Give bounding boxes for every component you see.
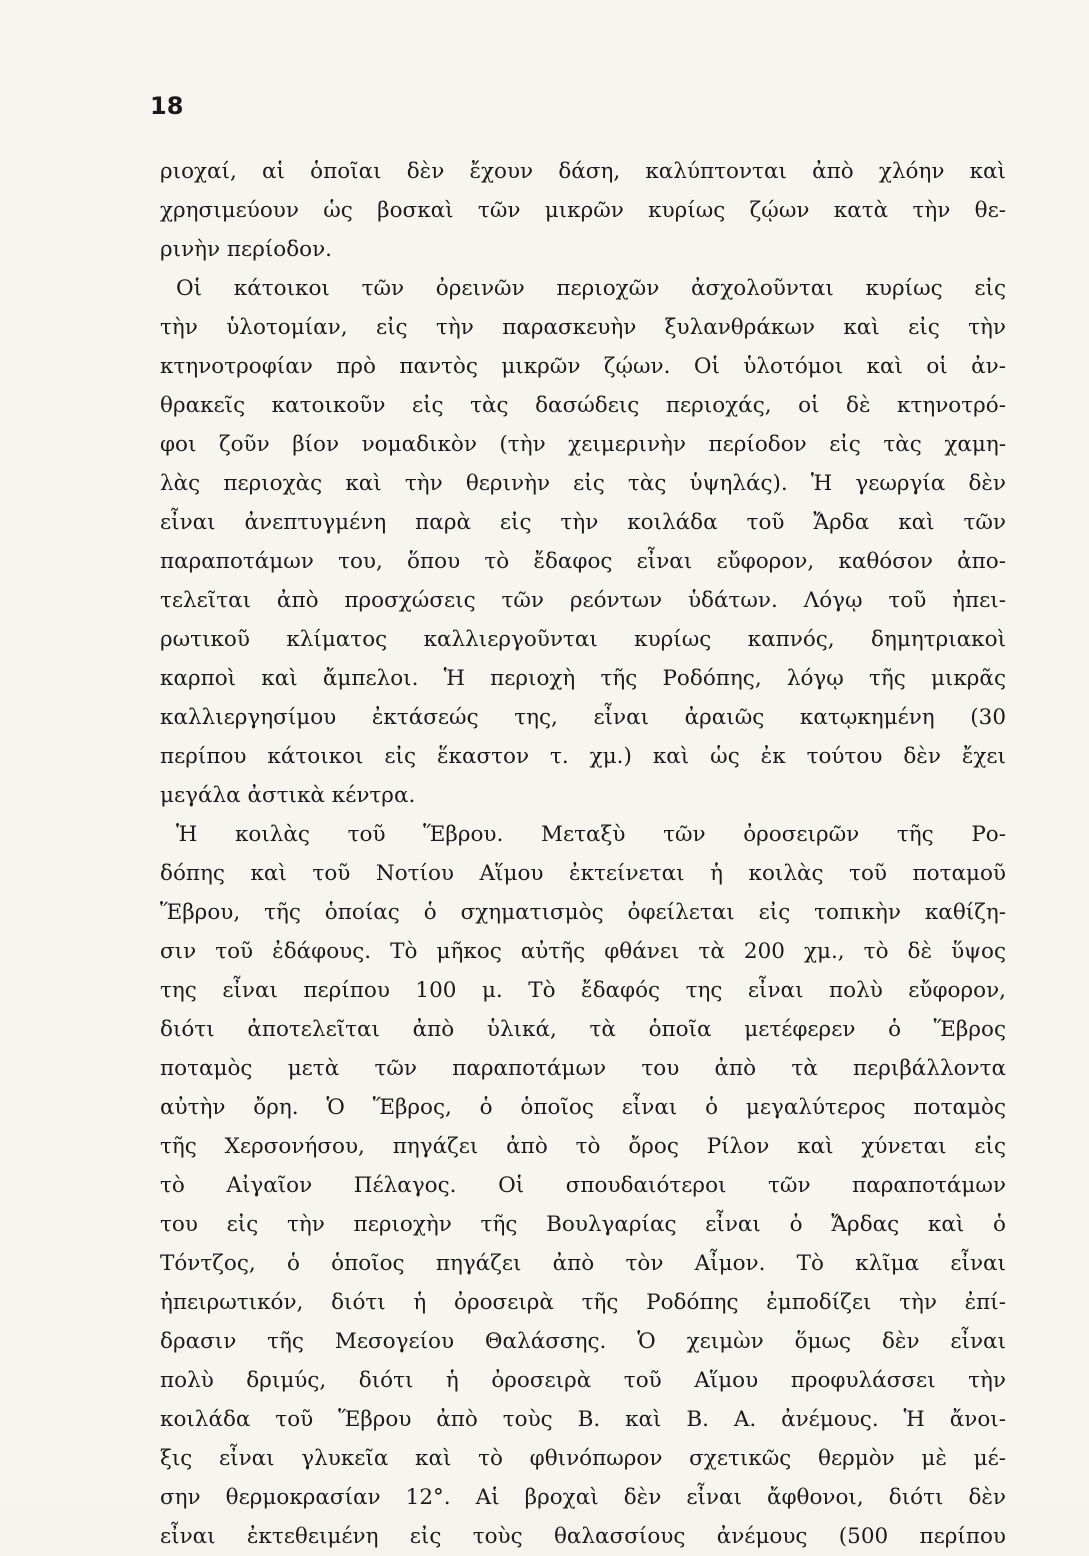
text-line: μεγάλα ἀστικὰ κέντρα.: [160, 783, 416, 808]
text-line: ριοχαί, αἱ ὁποῖαι δὲν ἔχουν δάση, καλύπτονται ἀπὸ χλόην καὶ: [160, 159, 1006, 184]
text-line: πολὺ δριμύς, διότι ἡ ὀροσειρὰ τοῦ Αἵμου προφυλάσσει τὴν: [160, 1368, 1006, 1393]
text-line: παραποτάμων του, ὅπου τὸ ἔδαφος εἶναι εὔφορον, καθόσον ἀπο-: [160, 549, 1006, 574]
text-line: τελεῖται ἀπὸ προσχώσεις τῶν ρεόντων ὑδάτων. Λόγῳ τοῦ ἠπει-: [160, 588, 1006, 613]
text-line: δόπης καὶ τοῦ Νοτίου Αἵμου ἐκτείνεται ἡ κοιλὰς τοῦ ποταμοῦ: [160, 861, 1006, 886]
text-line: της εἶναι περίπου 100 μ. Τὸ ἔδαφός της εἶναι πολὺ εὔφορον,: [160, 978, 1006, 1003]
text-line: ἠπειρωτικόν, διότι ἡ ὀροσειρὰ τῆς Ροδόπης ἐμποδίζει τὴν ἐπί-: [160, 1290, 1006, 1315]
text-line: τῆς Χερσονήσου, πηγάζει ἀπὸ τὸ ὄρος Ρίλον καὶ χύνεται εἰς: [160, 1134, 1006, 1159]
text-line: περίπου κάτοικοι εἰς ἕκαστον τ. χμ.) καὶ ὡς ἐκ τούτου δὲν ἔχει: [160, 744, 1006, 769]
text-line: λὰς περιοχὰς καὶ τὴν θερινὴν εἰς τὰς ὑψηλάς). Ἡ γεωργία δὲν: [160, 471, 1006, 496]
text-line: διότι ἀποτελεῖται ἀπὸ ὑλικά, τὰ ὁποῖα μετέφερεν ὁ Ἕβρος: [160, 1017, 1006, 1042]
text-line: κτηνοτροφίαν πρὸ παντὸς μικρῶν ζῴων. Οἱ ὑλοτόμοι καὶ οἱ ἀν-: [160, 354, 1006, 379]
page-number: 18: [150, 92, 184, 120]
text-line: Ἕβρου, τῆς ὁποίας ὁ σχηματισμὸς ὀφείλεται εἰς τοπικὴν καθίζη-: [160, 900, 1006, 925]
text-line: αὐτὴν ὄρη. Ὁ Ἕβρος, ὁ ὁποῖος εἶναι ὁ μεγαλύτερος ποταμὸς: [160, 1095, 1006, 1120]
text-line: ρινὴν περίοδον.: [160, 237, 332, 262]
text-line: σιν τοῦ ἐδάφους. Τὸ μῆκος αὐτῆς φθάνει τὰ 200 χμ., τὸ δὲ ὕψος: [160, 939, 1006, 964]
text-line: σην θερμοκρασίαν 12°. Αἱ βροχαὶ δὲν εἶναι ἄφθονοι, διότι δὲν: [160, 1485, 1006, 1510]
text-line: τὴν ὑλοτομίαν, εἰς τὴν παρασκευὴν ξυλανθράκων καὶ εἰς τὴν: [160, 315, 1006, 340]
text-line: χρησιμεύουν ὡς βοσκαὶ τῶν μικρῶν κυρίως ζῴων κατὰ τὴν θε-: [160, 198, 1006, 223]
text-line: κοιλάδα τοῦ Ἕβρου ἀπὸ τοὺς Β. καὶ Β. Α. ἀνέμους. Ἡ ἄνοι-: [160, 1407, 1006, 1432]
text-line: εἶναι ἐκτεθειμένη εἰς τοὺς θαλασσίους ἀνέμους (500 περίπου: [160, 1524, 1006, 1549]
body-text: [160, 152, 1006, 1556]
text-line: τὸ Αἰγαῖον Πέλαγος. Οἱ σπουδαιότεροι τῶν παραποτάμων: [160, 1173, 1006, 1198]
text-line: δρασιν τῆς Μεσογείου Θαλάσσης. Ὁ χειμὼν ὅμως δὲν εἶναι: [160, 1329, 1006, 1354]
text-line: καρποὶ καὶ ἄμπελοι. Ἡ περιοχὴ τῆς Ροδόπης, λόγῳ τῆς μικρᾶς: [160, 666, 1006, 691]
text-line: εἶναι ἀνεπτυγμένη παρὰ εἰς τὴν κοιλάδα τοῦ Ἄρδα καὶ τῶν: [160, 510, 1006, 535]
text-line: Ἡ κοιλὰς τοῦ Ἕβρου. Μεταξὺ τῶν ὀροσειρῶν τῆς Ρο-: [176, 822, 1006, 847]
text-line: φοι ζοῦν βίον νομαδικὸν (τὴν χειμερινὴν περίοδον εἰς τὰς χαμη-: [160, 432, 1006, 457]
text-line: ξις εἶναι γλυκεῖα καὶ τὸ φθινόπωρον σχετικῶς θερμὸν μὲ μέ-: [160, 1446, 1006, 1471]
text-line: του εἰς τὴν περιοχὴν τῆς Βουλγαρίας εἶναι ὁ Ἄρδας καὶ ὁ: [160, 1212, 1006, 1237]
text-line: Οἱ κάτοικοι τῶν ὀρεινῶν περιοχῶν ἀσχολοῦνται κυρίως εἰς: [176, 276, 1006, 301]
text-line: Τόντζος, ὁ ὁποῖος πηγάζει ἀπὸ τὸν Αἶμον. Τὸ κλῖμα εἶναι: [160, 1251, 1006, 1276]
text-line: θρακεῖς κατοικοῦν εἰς τὰς δασώδεις περιοχάς, οἱ δὲ κτηνοτρό-: [160, 393, 1006, 418]
text-line: ποταμὸς μετὰ τῶν παραποτάμων του ἀπὸ τὰ περιβάλλοντα: [160, 1056, 1006, 1081]
text-line: καλλιεργησίμου ἐκτάσεώς της, εἶναι ἀραιῶς κατῳκημένη (30: [160, 705, 1006, 730]
text-line: ρωτικοῦ κλίματος καλλιεργοῦνται κυρίως καπνός, δημητριακοὶ: [160, 627, 1006, 652]
